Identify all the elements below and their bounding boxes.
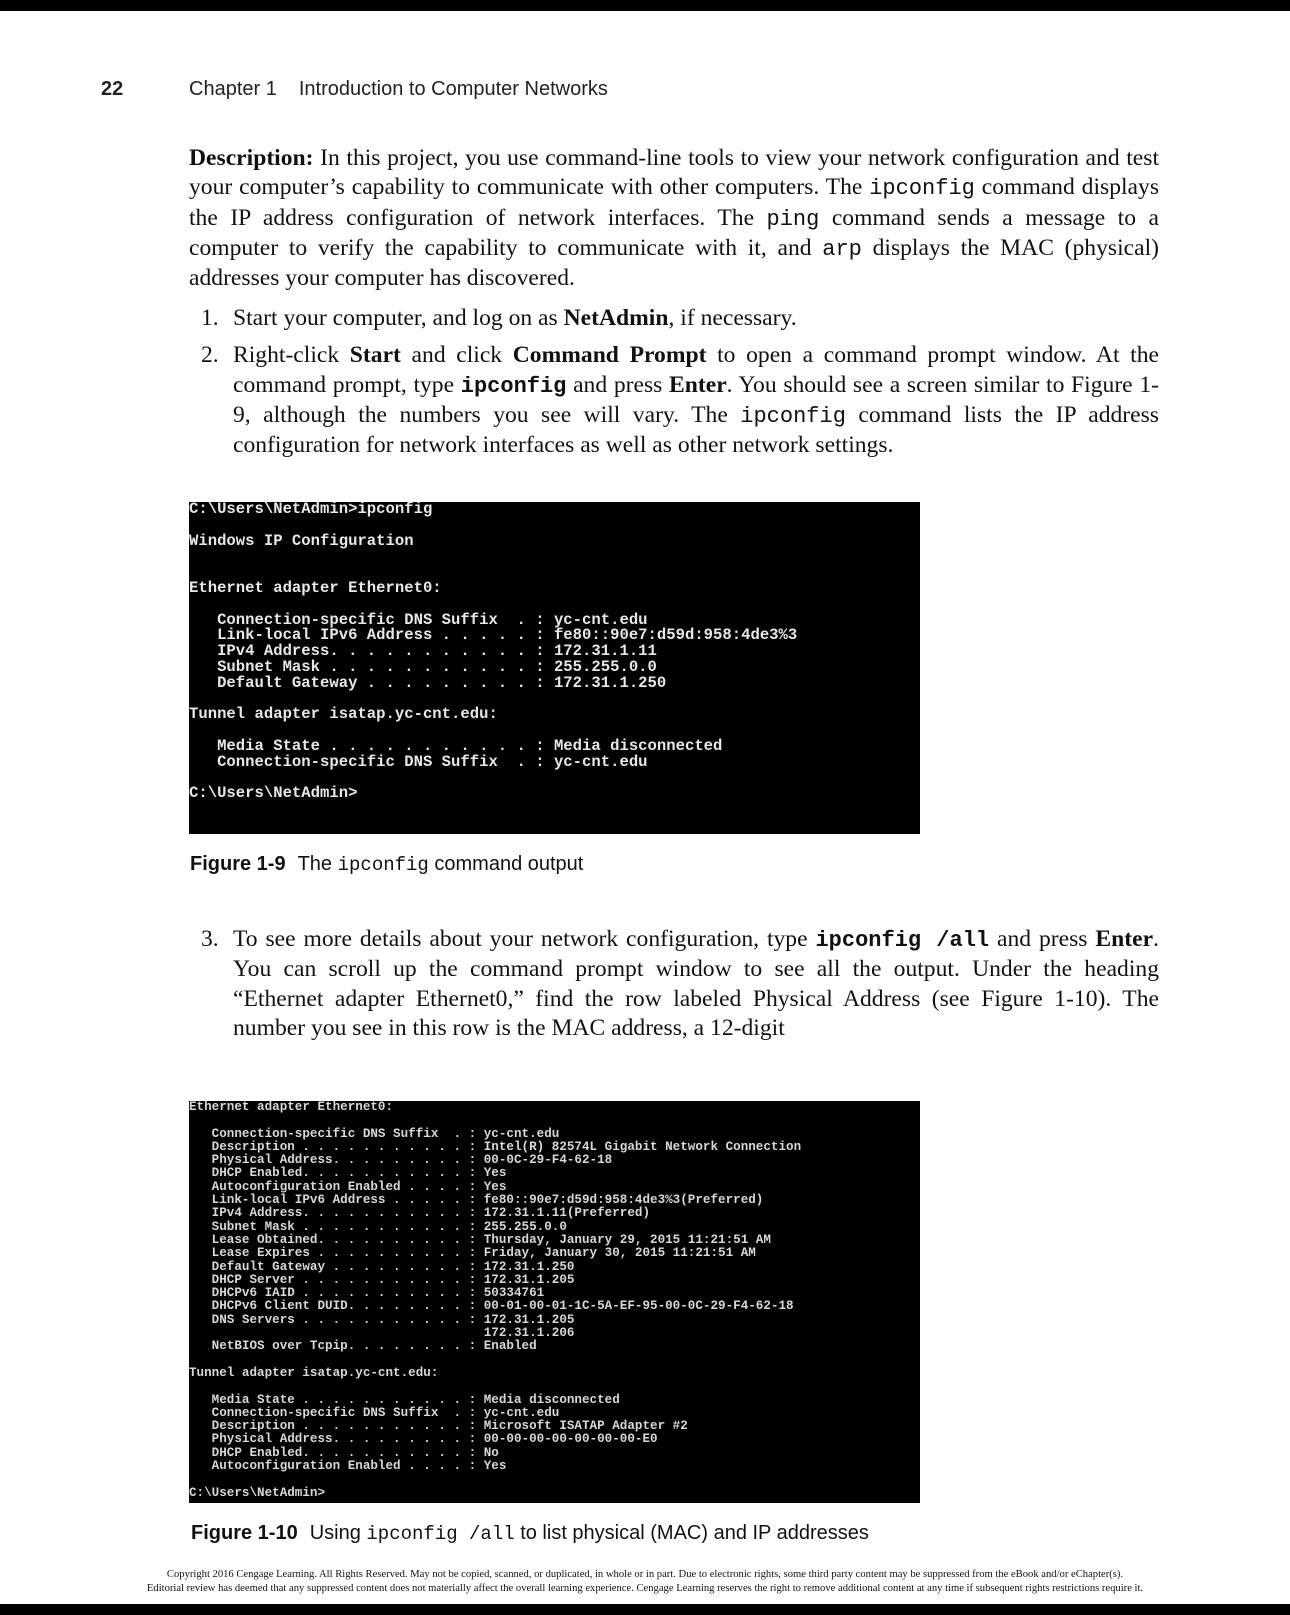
step-text: command lists the IP address configuration for network interfaces as well as other network settings. bbox=[233, 401, 1159, 459]
running-header bbox=[0, 78, 1290, 104]
terminal-line: Media State . . . . . . . . . . . : Media disconnected bbox=[189, 736, 723, 755]
step-text: and click bbox=[400, 342, 513, 369]
terminal-line: Ethernet adapter Ethernet0: bbox=[189, 578, 442, 597]
step-text: and press bbox=[566, 371, 669, 398]
copyright-line: Editorial review has deemed that any suppressed content does not materially affect the overall learning experience. Cengage Learning reserves the right to remove additional content at any time if subsequent rights restrictions require it. bbox=[146, 1583, 1144, 1594]
terminal-line: DHCPv6 IAID . . . . . . . . . . . : 50334761 bbox=[189, 1286, 545, 1301]
page-number: 22 bbox=[101, 78, 124, 100]
terminal-line: DHCPv6 Client DUID. . . . . . . . : 00-01-00-01-1C-5A-EF-95-00-0C-29-F4-62-18 bbox=[189, 1299, 794, 1314]
step-text: Start your computer, and log on as bbox=[233, 305, 564, 331]
terminal-line: DHCP Enabled. . . . . . . . . . . : Yes bbox=[189, 1166, 507, 1181]
bottom-border bbox=[0, 1604, 1290, 1615]
description-text: displays the MAC (physical) addresses your computer has discovered. bbox=[189, 234, 1159, 292]
terminal-line: Lease Expires . . . . . . . . . . : Friday, January 30, 2015 11:21:51 AM bbox=[189, 1246, 756, 1261]
step-number: 1. bbox=[201, 305, 219, 331]
inline-command: ipconfig bbox=[740, 403, 846, 429]
terminal-line: Default Gateway . . . . . . . . . : 172.31.1.250 bbox=[189, 673, 667, 692]
chapter-title: Introduction to Computer Networks bbox=[298, 78, 608, 100]
terminal-line: Physical Address. . . . . . . . . : 00-0C-29-F4-62-18 bbox=[189, 1153, 613, 1168]
terminal-line bbox=[189, 1473, 920, 1486]
figure-1-10-terminal-screenshot bbox=[189, 1101, 920, 1503]
chapter-label: Chapter 1 bbox=[189, 78, 277, 100]
step-number: 3. bbox=[201, 926, 219, 952]
step-text: and press bbox=[989, 926, 1096, 952]
step-text: . You should see a screen similar to Figure 1-9, although the numbers you see will vary. The bbox=[233, 371, 1159, 428]
terminal-line: C:\Users\NetAdmin>ipconfig bbox=[189, 502, 433, 518]
terminal-line: DHCP Server . . . . . . . . . . . : 172.31.1.205 bbox=[189, 1272, 575, 1287]
inline-command: ipconfig /all bbox=[815, 928, 990, 953]
terminal-line: Tunnel adapter isatap.yc-cnt.edu: bbox=[189, 705, 498, 724]
step-text: . You can scroll up the command prompt window to see all the output. Under the heading “Ethernet adapter Ethernet0,” find the row labeled Physical Address (see Figure 1-10). The number you see in this row is the MAC address, a 12-digit bbox=[233, 926, 1159, 1041]
figure-number: Figure 1-10 bbox=[191, 1522, 298, 1544]
terminal-line: C:\Users\NetAdmin> bbox=[189, 784, 358, 803]
copyright-footer bbox=[0, 1568, 1290, 1596]
terminal-line: Subnet Mask . . . . . . . . . . . : 255.255.0.0 bbox=[189, 1219, 567, 1234]
step-text: Right-click bbox=[233, 342, 350, 369]
caption-text: to list physical (MAC) and IP addresses bbox=[514, 1522, 869, 1544]
caption-command: ipconfig /all bbox=[366, 1523, 515, 1545]
chapter-heading bbox=[189, 78, 608, 101]
terminal-line: Connection-specific DNS Suffix . : yc-cnt.edu bbox=[189, 752, 648, 771]
step-text: , if necessary. bbox=[668, 305, 797, 331]
inline-command: ipconfig bbox=[869, 176, 975, 202]
top-border bbox=[0, 0, 1290, 11]
steps-list bbox=[189, 304, 1159, 468]
terminal-line: C:\Users\NetAdmin> bbox=[189, 1485, 326, 1500]
terminal-line: Link-local IPv6 Address . . . . . : fe80::90e7:d59d:958:4de3%3(Preferred) bbox=[189, 1193, 764, 1208]
terminal-line: Windows IP Configuration bbox=[189, 531, 414, 550]
terminal-line: Autoconfiguration Enabled . . . . : Yes bbox=[189, 1179, 507, 1194]
description-paragraph bbox=[189, 144, 1159, 293]
terminal-line: IPv4 Address. . . . . . . . . . . : 172.31.1.11(Preferred) bbox=[189, 1206, 651, 1221]
description-label: Description: bbox=[189, 145, 314, 171]
copyright-line: Copyright 2016 Cengage Learning. All Rights Reserved. May not be copied, scanned, or duplicated, in whole or in part. Due to electronic rights, some third party content may be suppressed from the eBook and/or eChapter(s). bbox=[166, 1569, 1124, 1580]
inline-command: ipconfig bbox=[460, 373, 567, 399]
terminal-line: IPv4 Address. . . . . . . . . . . : 172.31.1.11 bbox=[189, 642, 657, 661]
figure-number: Figure 1-9 bbox=[190, 853, 286, 875]
step-emphasis: NetAdmin bbox=[563, 305, 669, 331]
caption-text: The bbox=[297, 853, 338, 875]
terminal-line: NetBIOS over Tcpip. . . . . . . . : Enabled bbox=[189, 1339, 537, 1354]
step-item bbox=[189, 304, 1159, 333]
terminal-line: Subnet Mask . . . . . . . . . . . : 255.255.0.0 bbox=[189, 657, 657, 676]
step-item bbox=[189, 925, 1159, 1043]
step-number: 2. bbox=[201, 342, 219, 369]
step-emphasis: Start bbox=[349, 342, 401, 369]
steps-list bbox=[189, 925, 1159, 1051]
description-text: command displays the IP address configuration of network interfaces. The bbox=[189, 174, 1159, 231]
terminal-line: 172.31.1.206 bbox=[189, 1326, 575, 1341]
figure-1-9-terminal-screenshot bbox=[189, 502, 920, 834]
terminal-line bbox=[189, 1354, 920, 1367]
description-text: In this project, you use command-line tools to view your network configuration and test your computer’s capability to communicate with other computers. The bbox=[189, 145, 1159, 201]
terminal-line: Link-local IPv6 Address . . . . . : fe80::90e7:d59d:958:4de3%3 bbox=[189, 626, 798, 645]
terminal-line bbox=[189, 549, 920, 565]
terminal-line bbox=[189, 1380, 920, 1393]
inline-command: arp bbox=[822, 236, 862, 262]
terminal-line: DHCP Enabled. . . . . . . . . . . : No bbox=[189, 1445, 499, 1460]
figure-1-9-caption bbox=[190, 853, 583, 876]
terminal-line: Lease Obtained. . . . . . . . . . : Thursday, January 29, 2015 11:21:51 AM bbox=[189, 1232, 771, 1247]
terminal-line: Description . . . . . . . . . . . : Intel(R) 82574L Gigabit Network Connection bbox=[189, 1139, 802, 1154]
terminal-line: Connection-specific DNS Suffix . : yc-cnt.edu bbox=[189, 1126, 560, 1141]
description-text: command sends a message to a computer to verify the capability to communicate with it, and bbox=[189, 204, 1159, 261]
terminal-line: Autoconfiguration Enabled . . . . : Yes bbox=[189, 1459, 507, 1474]
terminal-line: Connection-specific DNS Suffix . : yc-cnt.edu bbox=[189, 1405, 560, 1420]
figure-1-10-caption bbox=[191, 1522, 869, 1545]
step-emphasis: Command Prompt bbox=[512, 342, 707, 369]
terminal-line: Description . . . . . . . . . . . : Microsoft ISATAP Adapter #2 bbox=[189, 1419, 688, 1434]
inline-command: ping bbox=[766, 206, 820, 232]
terminal-output bbox=[189, 1101, 920, 1500]
terminal-line: DNS Servers . . . . . . . . . . . : 172.31.1.205 bbox=[189, 1312, 575, 1327]
terminal-line: Tunnel adapter isatap.yc-cnt.edu: bbox=[189, 1365, 439, 1380]
step-emphasis: Enter bbox=[669, 371, 727, 398]
caption-command: ipconfig bbox=[337, 854, 429, 876]
step-item bbox=[189, 341, 1159, 460]
terminal-line: Default Gateway . . . . . . . . . : 172.31.1.250 bbox=[189, 1259, 575, 1274]
step-emphasis: Enter bbox=[1095, 926, 1154, 952]
terminal-line bbox=[189, 1114, 920, 1127]
step-text: To see more details about your network configuration, type bbox=[233, 926, 816, 952]
terminal-output bbox=[189, 502, 920, 802]
step-text: to open a command prompt window. At the command prompt, type bbox=[233, 342, 1159, 398]
terminal-line: Connection-specific DNS Suffix . : yc-cnt.edu bbox=[189, 610, 648, 629]
terminal-line: Ethernet adapter Ethernet0: bbox=[189, 1101, 394, 1114]
caption-text: Using bbox=[309, 1522, 367, 1544]
terminal-line: Physical Address. . . . . . . . . : 00-00-00-00-00-00-00-E0 bbox=[189, 1432, 658, 1447]
terminal-line: Media State . . . . . . . . . . . : Media disconnected bbox=[189, 1392, 620, 1407]
caption-text: command output bbox=[428, 853, 584, 875]
